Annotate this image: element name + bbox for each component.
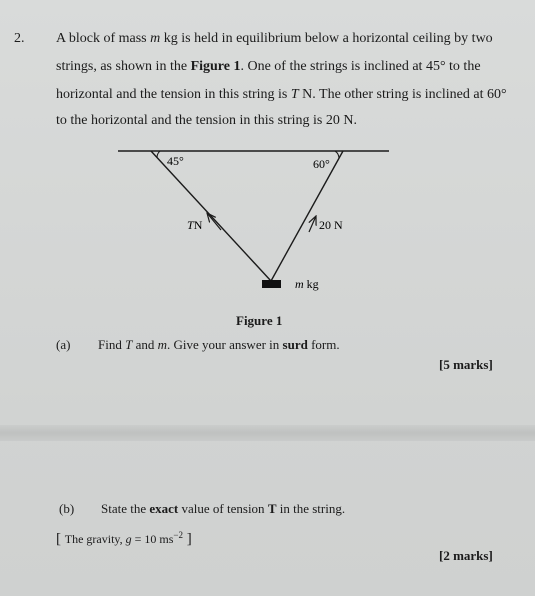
question-line-1: A block of mass m kg is held in equilibrium below a horizontal ceiling by two bbox=[56, 31, 493, 46]
figure-caption: Figure 1 bbox=[236, 313, 283, 328]
question-line-3: horizontal and the tension in this string is T N. The other string is inclined at 60° bbox=[56, 87, 507, 102]
page-fold-shadow bbox=[0, 425, 535, 441]
question-line-4: to the horizontal and the tension in this string is 20 N. bbox=[56, 113, 357, 128]
tension-label-left: TN bbox=[187, 218, 203, 232]
angle-label-left: 45° bbox=[167, 154, 184, 168]
tension-arrow-right bbox=[309, 216, 316, 232]
tension-arrow-left bbox=[207, 213, 221, 230]
string-right bbox=[271, 151, 343, 281]
part-a-label: (a) bbox=[56, 337, 71, 352]
part-a-question: Find T and m. Give your answer in surd form. bbox=[98, 337, 340, 352]
question-line-2: strings, as shown in the Figure 1. One of the strings is inclined at 45° to the bbox=[56, 59, 481, 74]
part-b-label: (b) bbox=[59, 501, 75, 516]
angle-arc-right bbox=[335, 151, 339, 158]
question-number: 2. bbox=[14, 31, 25, 46]
part-b-question: State the exact value of tension T in the string. bbox=[101, 501, 346, 516]
angle-arc-left bbox=[157, 151, 160, 158]
mass-label: m kg bbox=[295, 277, 319, 291]
part-a-marks: [5 marks] bbox=[439, 357, 493, 372]
angle-label-right: 60° bbox=[313, 157, 330, 171]
tension-label-right: 20 N bbox=[319, 218, 343, 232]
mass-block bbox=[262, 280, 281, 288]
part-b-marks: [2 marks] bbox=[439, 548, 493, 563]
string-left bbox=[151, 151, 271, 281]
gravity-note: [ The gravity, g = 10 $ms^{-2}$ ] bbox=[56, 530, 192, 547]
